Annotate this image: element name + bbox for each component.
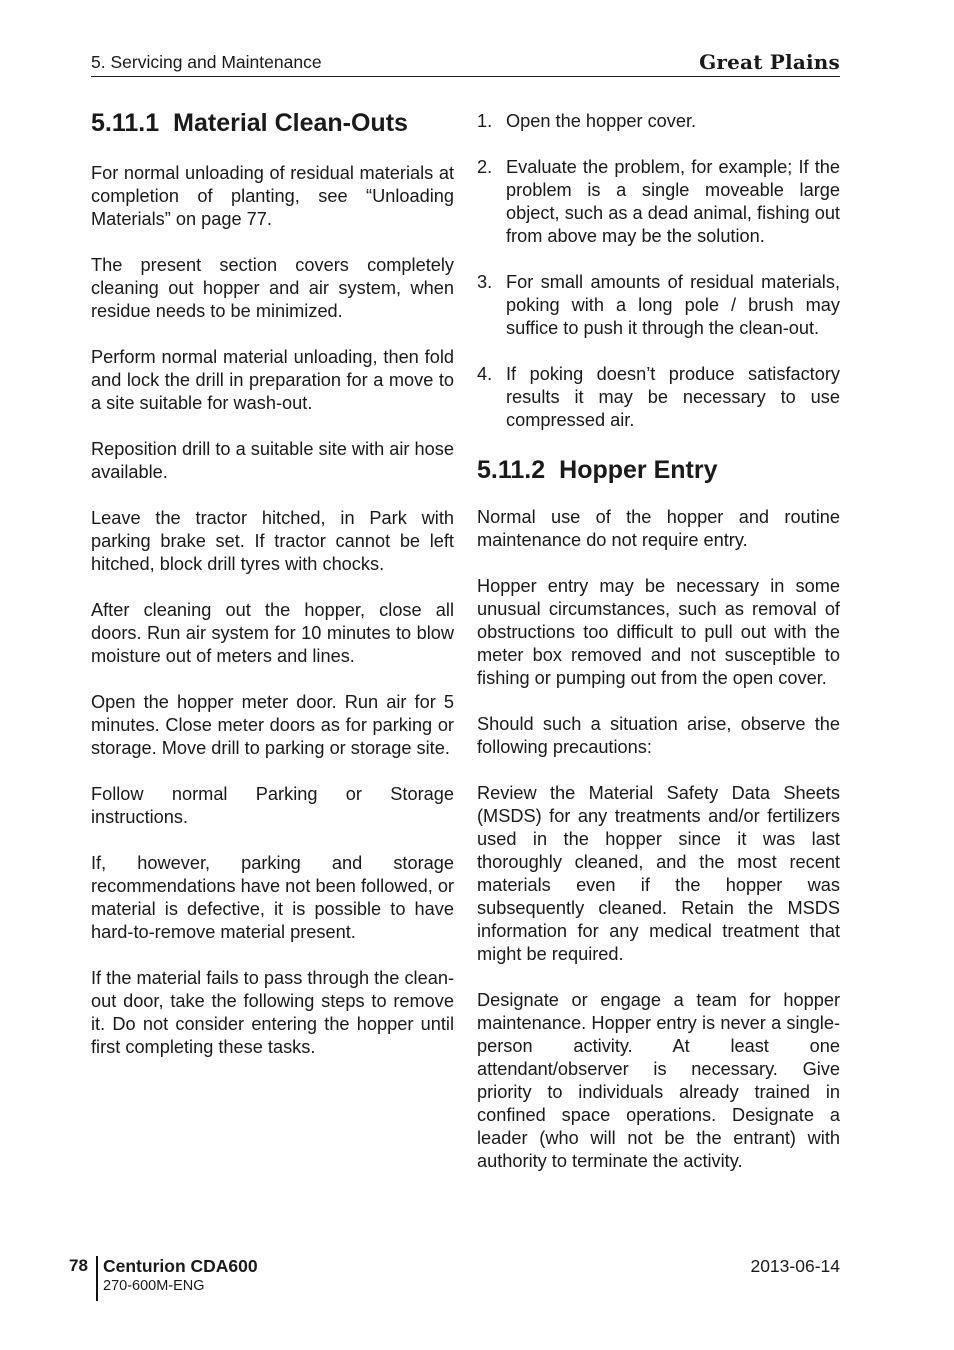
- page-number: 78: [69, 1256, 88, 1275]
- paragraph: If the material fails to pass through the clean-out door, take the following steps to remove it. Do not consider entering the hopper until first completing these tasks.: [91, 968, 454, 1057]
- step-item: [477, 156, 840, 248]
- brand-logo: Great Plains: [699, 50, 840, 74]
- section-title: 5. Servicing and Maintenance: [91, 52, 322, 72]
- paragraph: Designate or engage a team for hopper maintenance. Hopper entry is never a single-person activity. At least one attendant/observer is necessary. Give priority to individuals already trained in confined space operations. Designate a leader (who will not be the entrant) with authority to terminate the activity.: [477, 990, 840, 1171]
- heading-text: Hopper Entry: [559, 456, 718, 484]
- heading-text: Material Clean-Outs: [173, 109, 408, 137]
- paragraph: The present section covers completely cleaning out hopper and air system, when residue needs to be minimized.: [91, 255, 454, 321]
- left-column: [91, 108, 454, 1082]
- document-date: 2013-06-14: [750, 1256, 840, 1276]
- paragraph: Leave the tractor hitched, in Park with parking brake set. If tractor cannot be left hitched, block drill tyres with chocks.: [91, 508, 454, 574]
- right-column: [477, 110, 840, 1196]
- step-text: Open the hopper cover.: [506, 111, 697, 131]
- heading-material-clean-outs: [91, 108, 454, 139]
- step-text: Evaluate the problem, for example; If the problem is a single moveable large object, such as a dead animal, fishing out from above may be the solution.: [506, 157, 840, 246]
- heading-number: 5.11.2: [477, 456, 546, 484]
- paragraph: For normal unloading of residual materials at completion of planting, see “Unloading Materials” on page 77.: [91, 163, 454, 229]
- paragraph: Follow normal Parking or Storage instructions.: [91, 784, 454, 827]
- step-text: For small amounts of residual materials, poking with a long pole / brush may suffice to push it through the clean-out.: [506, 272, 840, 338]
- step-item: [477, 363, 840, 432]
- step-number: 3.: [477, 272, 493, 292]
- step-item: [477, 110, 840, 133]
- document-title: Centurion CDA600: [103, 1256, 258, 1276]
- document-code: 270-600M-ENG: [103, 1278, 205, 1294]
- paragraph: Hopper entry may be necessary in some unusual circumstances, such as removal of obstructions too difficult to pull out with the meter box removed and not susceptible to fishing or pumping out from the open cover.: [477, 576, 840, 688]
- page-header: [91, 50, 840, 77]
- heading-number: 5.11.1: [91, 109, 160, 137]
- step-number: 2.: [477, 157, 493, 177]
- paragraph: Normal use of the hopper and routine maintenance do not require entry.: [477, 507, 840, 550]
- paragraph: Reposition drill to a suitable site with air hose available.: [91, 439, 454, 482]
- footer-divider: [96, 1256, 98, 1301]
- paragraph: Open the hopper meter door. Run air for 5 minutes. Close meter doors as for parking or storage. Move drill to parking or storage site.: [91, 692, 454, 758]
- step-number: 4.: [477, 364, 493, 384]
- paragraph: Should such a situation arise, observe the following precautions:: [477, 714, 840, 757]
- step-number: 1.: [477, 111, 493, 131]
- step-list: [477, 110, 840, 432]
- step-item: [477, 271, 840, 340]
- step-text: If poking doesn’t produce satisfactory results it may be necessary to use compressed air.: [506, 364, 840, 430]
- paragraph: If, however, parking and storage recommendations have not been followed, or material is defective, it is possible to have hard-to-remove material present.: [91, 853, 454, 942]
- paragraph: Perform normal material unloading, then fold and lock the drill in preparation for a move to a site suitable for wash-out.: [91, 347, 454, 413]
- heading-hopper-entry: [477, 455, 840, 486]
- paragraph: Review the Material Safety Data Sheets (MSDS) for any treatments and/or fertilizers used in the hopper since it was last thoroughly cleaned, and the most recent materials even if the hopper was subsequently cleaned. Retain the MSDS information for any medical treatment that might be required.: [477, 783, 840, 964]
- paragraph: After cleaning out the hopper, close all doors. Run air system for 10 minutes to blow moisture out of meters and lines.: [91, 600, 454, 666]
